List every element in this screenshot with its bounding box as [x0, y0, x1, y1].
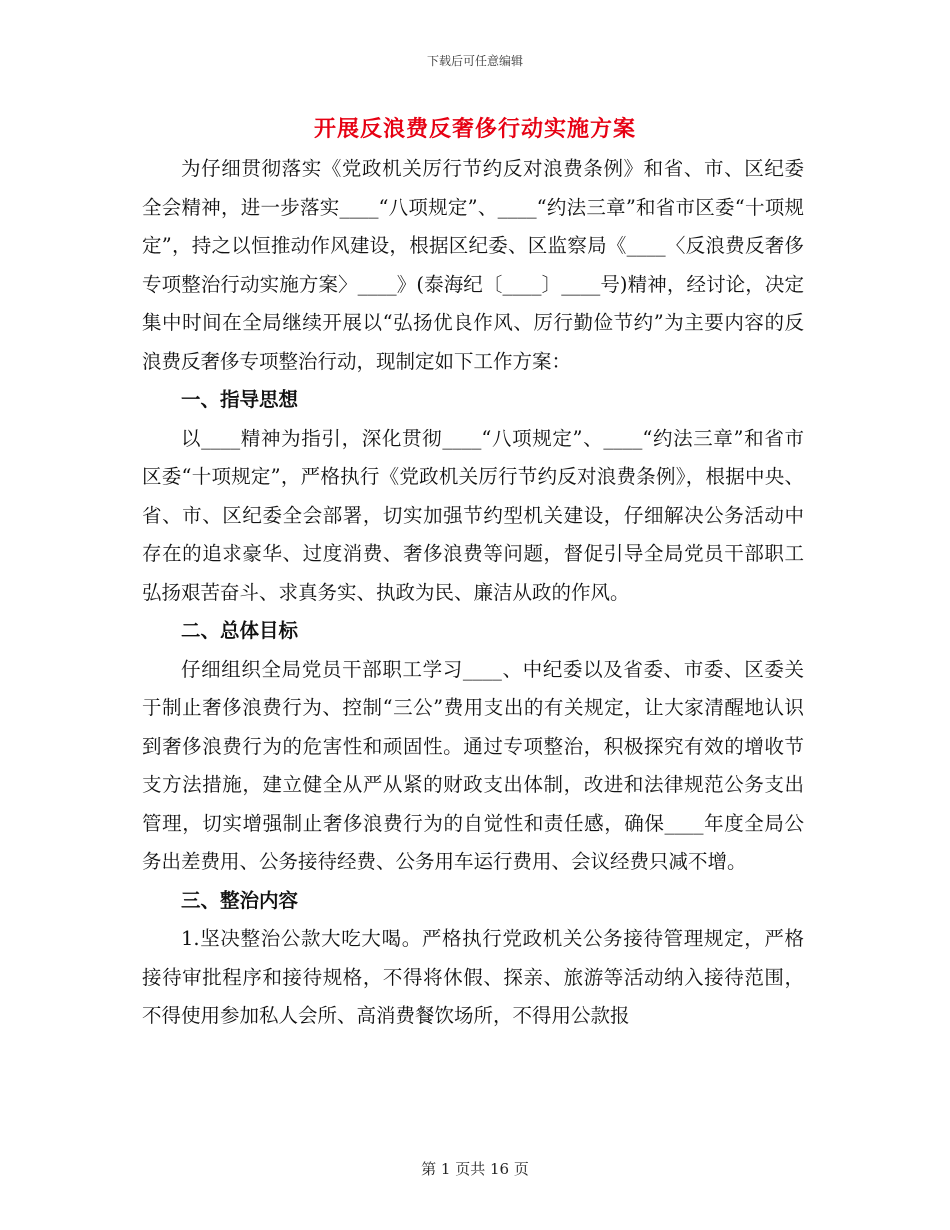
- section-heading-guiding-ideology: 一、指导思想: [181, 388, 299, 411]
- document-body: [142, 150, 804, 1036]
- page-header-note: 下载后可任意编辑: [426, 54, 523, 68]
- section-paragraph-rectification-content: 1.坚决整治公款大吃大喝。严格执行党政机关公务接待管理规定，严格接待审批程序和接待规格，不得将休假、探亲、旅游等活动纳入接待范围，不得使用参加私人会所、高消费餐饮场所，不得用公款报: [142, 927, 804, 1027]
- section-heading-rectification-content: 三、整治内容: [181, 888, 299, 912]
- page-footer: 第 1 页共 16 页: [421, 1160, 529, 1178]
- document-title: 开展反浪费反奢侈行动实施方案: [313, 116, 636, 142]
- section-paragraph-guiding-ideology: 以____精神为指引，深化贯彻____“八项规定”、____“约法三章”和省市区委“十项规定”，严格执行《党政机关厉行节约反对浪费条例》，根据中央、省、市、区纪委全会部署，切实加强节约型机关建设，仔细解决公务活动中存在的追求豪华、过度消费、奢侈浪费等问题，督促引导全局党员干部职工弘扬艰苦奋斗、求真务实、执政为民、廉洁从政的作风。: [142, 426, 804, 604]
- section-paragraph-overall-goals: 仔细组织全局党员干部职工学习____、中纪委以及省委、市委、区委关于制止奢侈浪费行为、控制“三公”费用支出的有关规定，让大家清醒地认识到奢侈浪费行为的危害性和顽固性。通过专项整治，积极探究有效的增收节支方法措施，建立健全从严从紧的财政支出体制，改进和法律规范公务支出管理，切实增强制止奢侈浪费行为的自觉性和责任感，确保____年度全局公务出差费用、公务接待经费、公务用车运行费用、会议经费只减不增。: [142, 657, 804, 873]
- section-heading-overall-goals: 二、总体目标: [181, 619, 299, 642]
- intro-paragraph: 为仔细贯彻落实《党政机关厉行节约反对浪费条例》和省、市、区纪委全会精神，进一步落实____“八项规定”、____“约法三章”和省市区委“十项规定”，持之以恒推动作风建设，根据区纪委、区监察局《____〈反浪费反奢侈专项整治行动实施方案〉____》(泰海纪〔____〕____号)精神，经讨论，决定集中时间在全局继续开展以“弘扬优良作风、厉行勤俭节约”为主要内容的反浪费反奢侈专项整治行动，现制定如下工作方案：: [142, 157, 804, 373]
